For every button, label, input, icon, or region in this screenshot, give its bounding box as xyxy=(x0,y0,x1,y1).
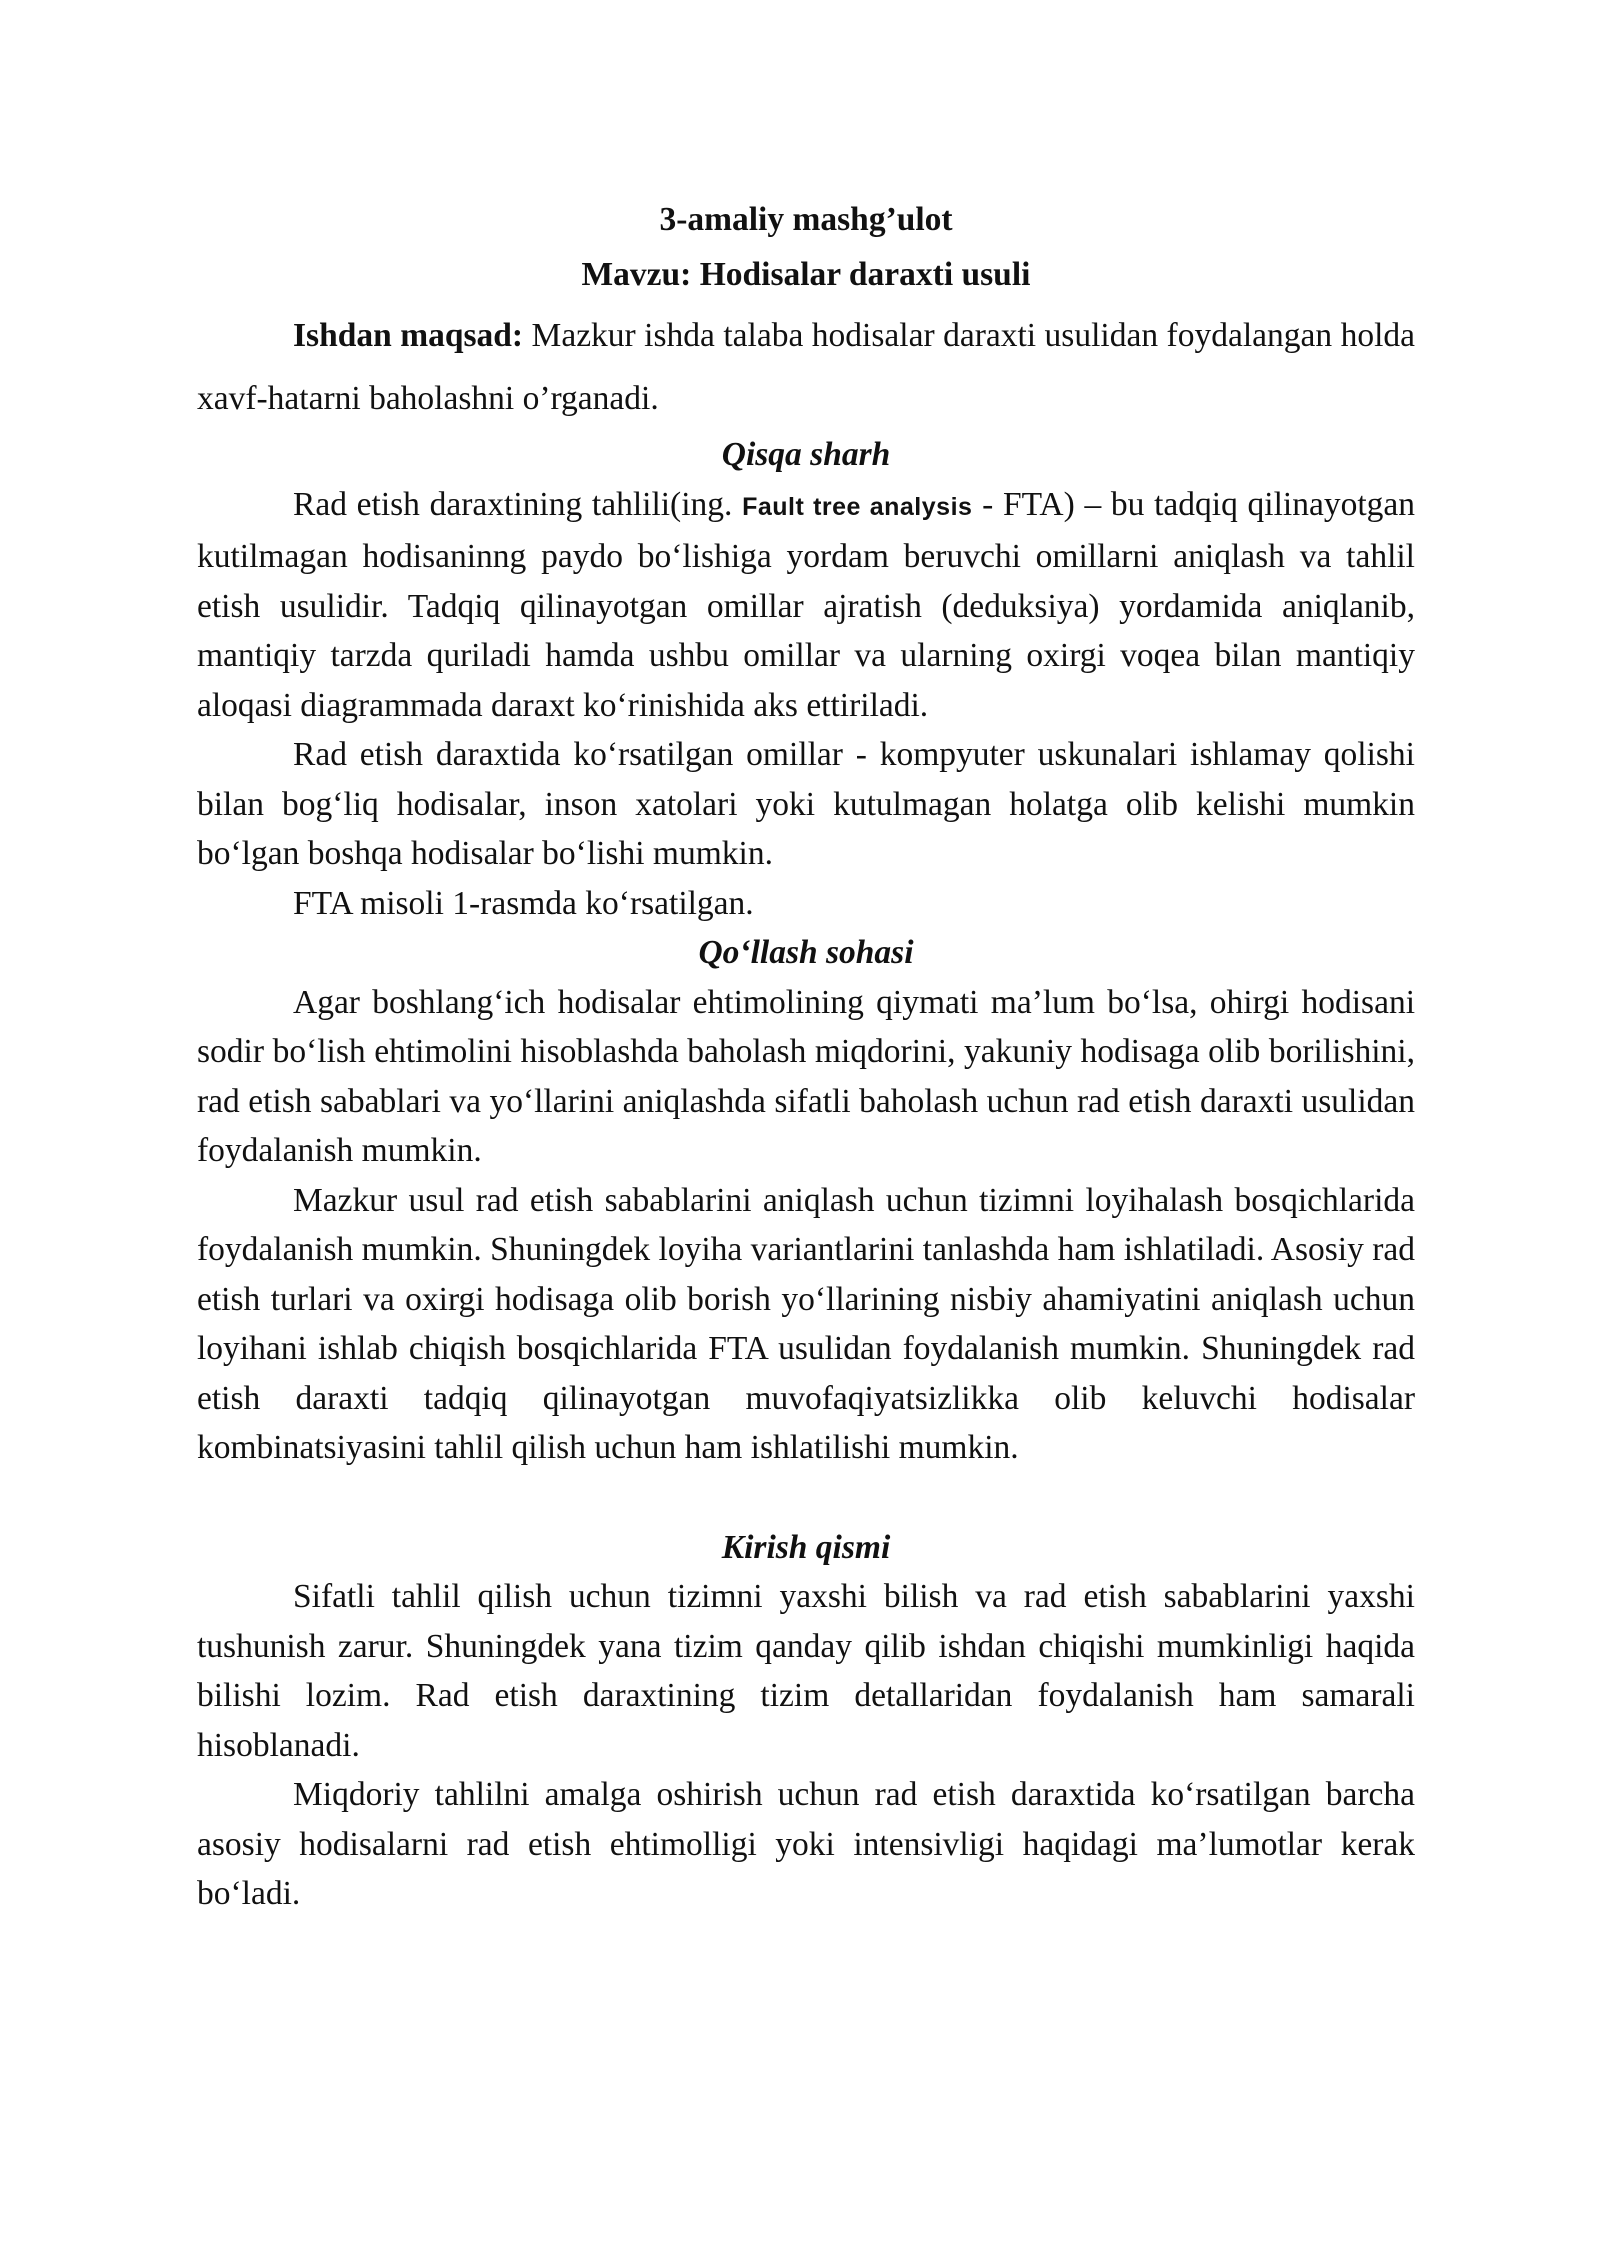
section-heading-introduction: Kirish qismi xyxy=(721,1528,891,1566)
goal-text: Mazkur ishda talaba hodisalar daraxti usulidan foydalangan holda xavf-hatarni baholashni o’rganadi. xyxy=(197,317,1416,417)
document-topic: Mavzu: Hodisalar daraxti usuli xyxy=(581,256,1031,293)
document-title: 3-amaliy mashg’ulot xyxy=(659,201,953,238)
overview-p1-start: Rad etish daraxtining tahlili(ing. xyxy=(293,485,743,523)
introduction-paragraph-2: Miqdoriy tahlilni amalga oshirish uchun rad etish daraxtida ko‘rsatilgan barcha asosiy hodisalarni rad etish ehtimolligi yoki intensivligi haqidagi ma’lumotlar kerak bo‘ladi. xyxy=(197,1776,1415,1912)
overview-paragraph-1 xyxy=(197,480,1415,731)
overview-paragraph-3: FTA misoli 1-rasmda ko‘rsatilgan. xyxy=(293,884,754,922)
section-spacer xyxy=(197,1473,1415,1523)
goal-label: Ishdan maqsad: xyxy=(293,317,524,354)
overview-paragraph-2: Rad etish daraxtida ko‘rsatilgan omillar - kompyuter uskunalari ishlamay qolishi bilan bog‘liq hodisalar, inson xatolari yoki kutulmagan holatga olib kelishi mumkin bo‘lgan boshqa hodisalar bo‘lishi mumkin. xyxy=(197,736,1415,872)
overview-p1-end: - FTA) – bu tadqiq qilinayotgan kutilmagan hodisaninng paydo bo‘lishiga yordam beruvchi omillarni aniqlash va tahlil etish usulidir. Tadqiq qilinayotgan omillar ajratish (deduksiya) yordamida aniqlanib, mantiqiy tarzda quriladi hamda ushbu omillar va ularning oxirgi voqea bilan mantiqiy aloqasi diagrammada daraxt ko‘rinishida aks ettiriladi. xyxy=(197,485,1415,724)
application-paragraph-1: Agar boshlang‘ich hodisalar ehtimolining qiymati ma’lum bo‘lsa, ohirgi hodisani sodir bo‘lish ehtimolini hisoblashda baholash miqdorini, yakuniy hodisaga olib borilishini, rad etish sabablari va yo‘llarini aniqlashda sifatli baholash uchun rad etish daraxti usulidan foydalanish mumkin. xyxy=(197,983,1415,1169)
introduction-paragraph-1: Sifatli tahlil qilish uchun tizimni yaxshi bilish va rad etish sabablarini yaxshi tushunish zarur. Shuningdek yana tizim qanday qilib ishdan chiqishi mumkinligi haqida bilishi lozim. Rad etish daraxtining tizim detallaridan foydalanish ham samarali hisoblanadi. xyxy=(197,1578,1415,1764)
application-paragraph-2: Mazkur usul rad etish sabablarini aniqlash uchun tizimni loyihalash bosqichlarida foydalanish mumkin. Shuningdek loyiha variantlarini tanlashda ham ishlatiladi. Asosiy rad etish turlari va oxirgi hodisaga olib borish yo‘llarining nisbiy ahamiyatini aniqlash uchun loyihani ishlab chiqish bosqichlarida FTA usulidan foydalanish mumkin. Shuningdek rad etish daraxti tadqiq qilinayotgan muvofaqiyatsizlikka olib keluvchi hodisalar kombinatsiyasini tahlil qilish uchun ham ishlatilishi mumkin. xyxy=(197,1181,1415,1466)
section-heading-application: Qo‘llash sohasi xyxy=(698,934,914,971)
goal-paragraph xyxy=(197,304,1415,430)
document-page xyxy=(197,192,1415,1919)
section-heading-overview: Qisqa sharh xyxy=(721,436,891,473)
fault-tree-term: Fault tree analysis xyxy=(742,492,973,521)
